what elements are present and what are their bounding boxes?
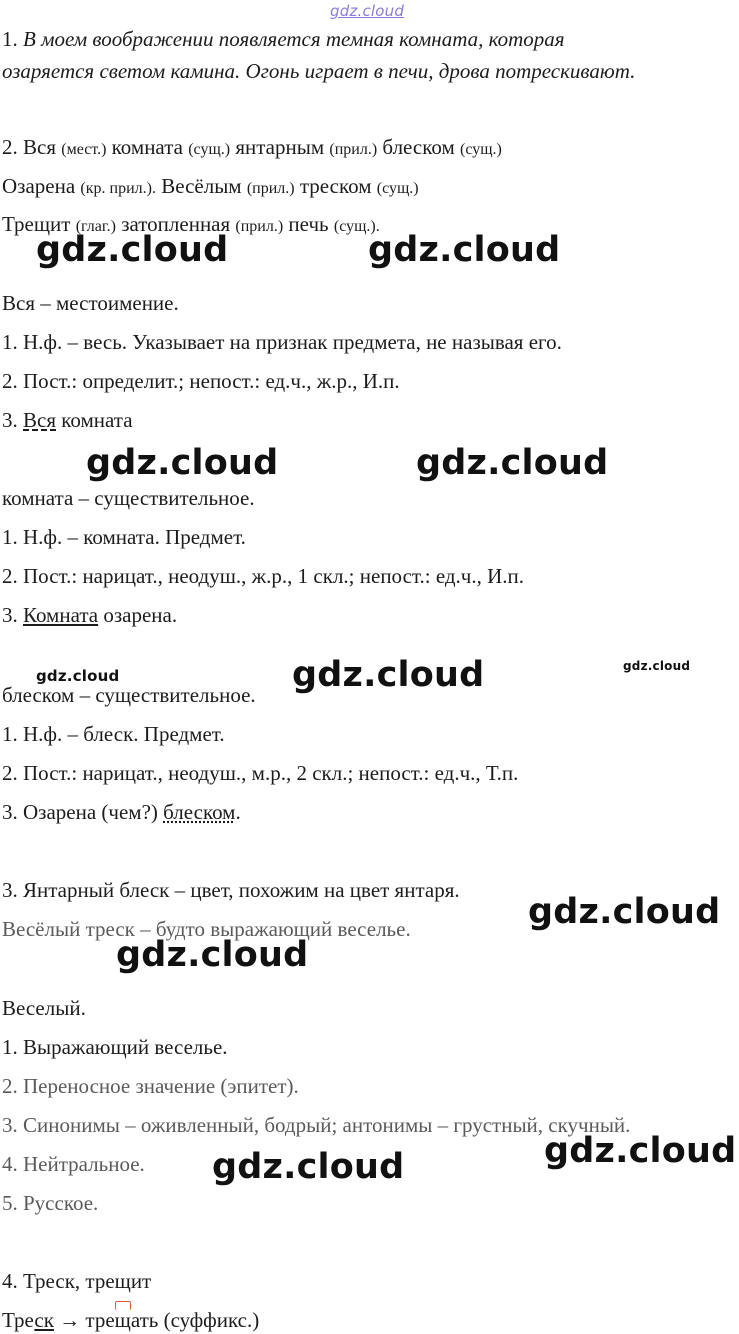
vsya-heading: Вся – местоимение. xyxy=(2,291,179,315)
num: 3. xyxy=(2,408,23,432)
task1-text-line1: В моем воображении появляется темная комната, которая xyxy=(23,27,565,51)
num: 3. Озарена (чем?) xyxy=(2,800,164,824)
watermark[interactable]: gdz.cloud xyxy=(528,892,721,932)
task4-line1: 4. Треск, трещит xyxy=(2,1269,152,1293)
word: блеском xyxy=(382,135,455,159)
pos-abbr: (сущ.) xyxy=(376,180,419,197)
word: Трещит xyxy=(2,212,71,236)
word: комната xyxy=(111,135,183,159)
bleskom-p2: 2. Пост.: нарицат., неодуш., м.р., 2 скл.; непост.: ед.ч., Т.п. xyxy=(2,761,519,785)
pos-abbr: (сущ.) xyxy=(188,141,231,158)
watermark-top[interactable]: gdz.cloud xyxy=(330,2,405,20)
veselyi-p1: 1. Выражающий веселье. xyxy=(2,1035,228,1059)
komnata-p1: 1. Н.ф. – комната. Предмет. xyxy=(2,525,246,549)
komnata-p2: 2. Пост.: нарицат., неодуш., ж.р., 1 скл.; непост.: ед.ч., И.п. xyxy=(2,564,525,588)
watermark[interactable]: gdz.cloud xyxy=(623,659,691,673)
task2-line2 xyxy=(2,173,419,202)
task2-number: 2. xyxy=(2,135,23,159)
veselyi-p4: 4. Нейтральное. xyxy=(2,1152,145,1176)
num: 3. xyxy=(2,603,23,627)
rest: озарена. xyxy=(98,603,178,627)
task3-line2: Весёлый треск – будто выражающий веселье. xyxy=(2,917,411,941)
komnata-heading: комната – существительное. xyxy=(2,486,255,510)
watermark[interactable]: gdz.cloud xyxy=(116,935,309,975)
underlined-word: Комната xyxy=(23,603,99,627)
bleskom-p1: 1. Н.ф. – блеск. Предмет. xyxy=(2,722,225,746)
vsya-p1: 1. Н.ф. – весь. Указывает на признак предмета, не называя его. xyxy=(2,330,562,354)
pos-abbr: (глаг.) xyxy=(75,218,116,235)
vsya-p2: 2. Пост.: определит.; непост.: ед.ч., ж.р., И.п. xyxy=(2,369,400,393)
watermark[interactable]: gdz.cloud xyxy=(86,443,279,483)
rest: комната xyxy=(56,408,133,432)
rest: . xyxy=(235,800,241,824)
task1-number: 1. xyxy=(2,27,18,51)
suffix-marked-letter: щ xyxy=(114,1308,131,1332)
bleskom-p3 xyxy=(2,799,241,825)
komnata-p3 xyxy=(2,602,177,628)
word: печь xyxy=(288,212,329,236)
pos-abbr: (прил.) xyxy=(329,141,378,158)
word: затопленная xyxy=(121,212,231,236)
word: треском xyxy=(299,174,372,198)
pos-abbr: (сущ.). xyxy=(333,218,380,235)
watermark[interactable]: gdz.cloud xyxy=(212,1147,405,1187)
watermark[interactable]: gdz.cloud xyxy=(292,655,485,695)
task1-line1 xyxy=(2,26,565,52)
word: янтарным xyxy=(235,135,325,159)
task2-line1 xyxy=(2,134,502,163)
veselyi-p3: 3. Синонимы – оживленный, бодрый; антонимы – грустный, скучный. xyxy=(2,1113,631,1137)
word-part: ать (суффикс.) xyxy=(130,1308,260,1332)
underlined-word: блеском xyxy=(163,800,236,824)
bleskom-heading: блеском – существительное. xyxy=(2,683,256,707)
watermark[interactable]: gdz.cloud xyxy=(416,443,609,483)
pos-abbr: (прил.) xyxy=(235,218,284,235)
veselyi-p2: 2. Переносное значение (эпитет). xyxy=(2,1074,299,1098)
pos-abbr: (прил.) xyxy=(246,180,295,197)
watermark[interactable]: gdz.cloud xyxy=(36,230,229,270)
pos-abbr: (сущ.) xyxy=(460,141,502,158)
task4-line2 xyxy=(2,1307,259,1333)
word: Весёлым xyxy=(161,174,242,198)
word-part: Тре xyxy=(2,1308,35,1332)
vsya-p3 xyxy=(2,407,133,433)
pos-abbr: (мест.) xyxy=(61,141,107,158)
task3-line1: 3. Янтарный блеск – цвет, похожим на цвет янтаря. xyxy=(2,878,460,902)
task1-text-line2: озаряется светом камина. Огонь играет в печи, дрова потрескивают. xyxy=(2,59,636,83)
word-part: → тре xyxy=(53,1308,115,1332)
underlined-part: ск xyxy=(34,1308,54,1332)
word: Озарена xyxy=(2,174,76,198)
veselyi-heading: Веселый. xyxy=(2,996,86,1020)
veselyi-p5: 5. Русское. xyxy=(2,1191,99,1215)
pos-abbr: (кр. прил.). xyxy=(80,180,156,197)
watermark[interactable]: gdz.cloud xyxy=(368,230,561,270)
underlined-word: Вся xyxy=(23,408,56,432)
watermark[interactable]: gdz.cloud xyxy=(36,667,120,685)
watermark[interactable]: gdz.cloud xyxy=(544,1131,737,1171)
word: Вся xyxy=(23,135,56,159)
